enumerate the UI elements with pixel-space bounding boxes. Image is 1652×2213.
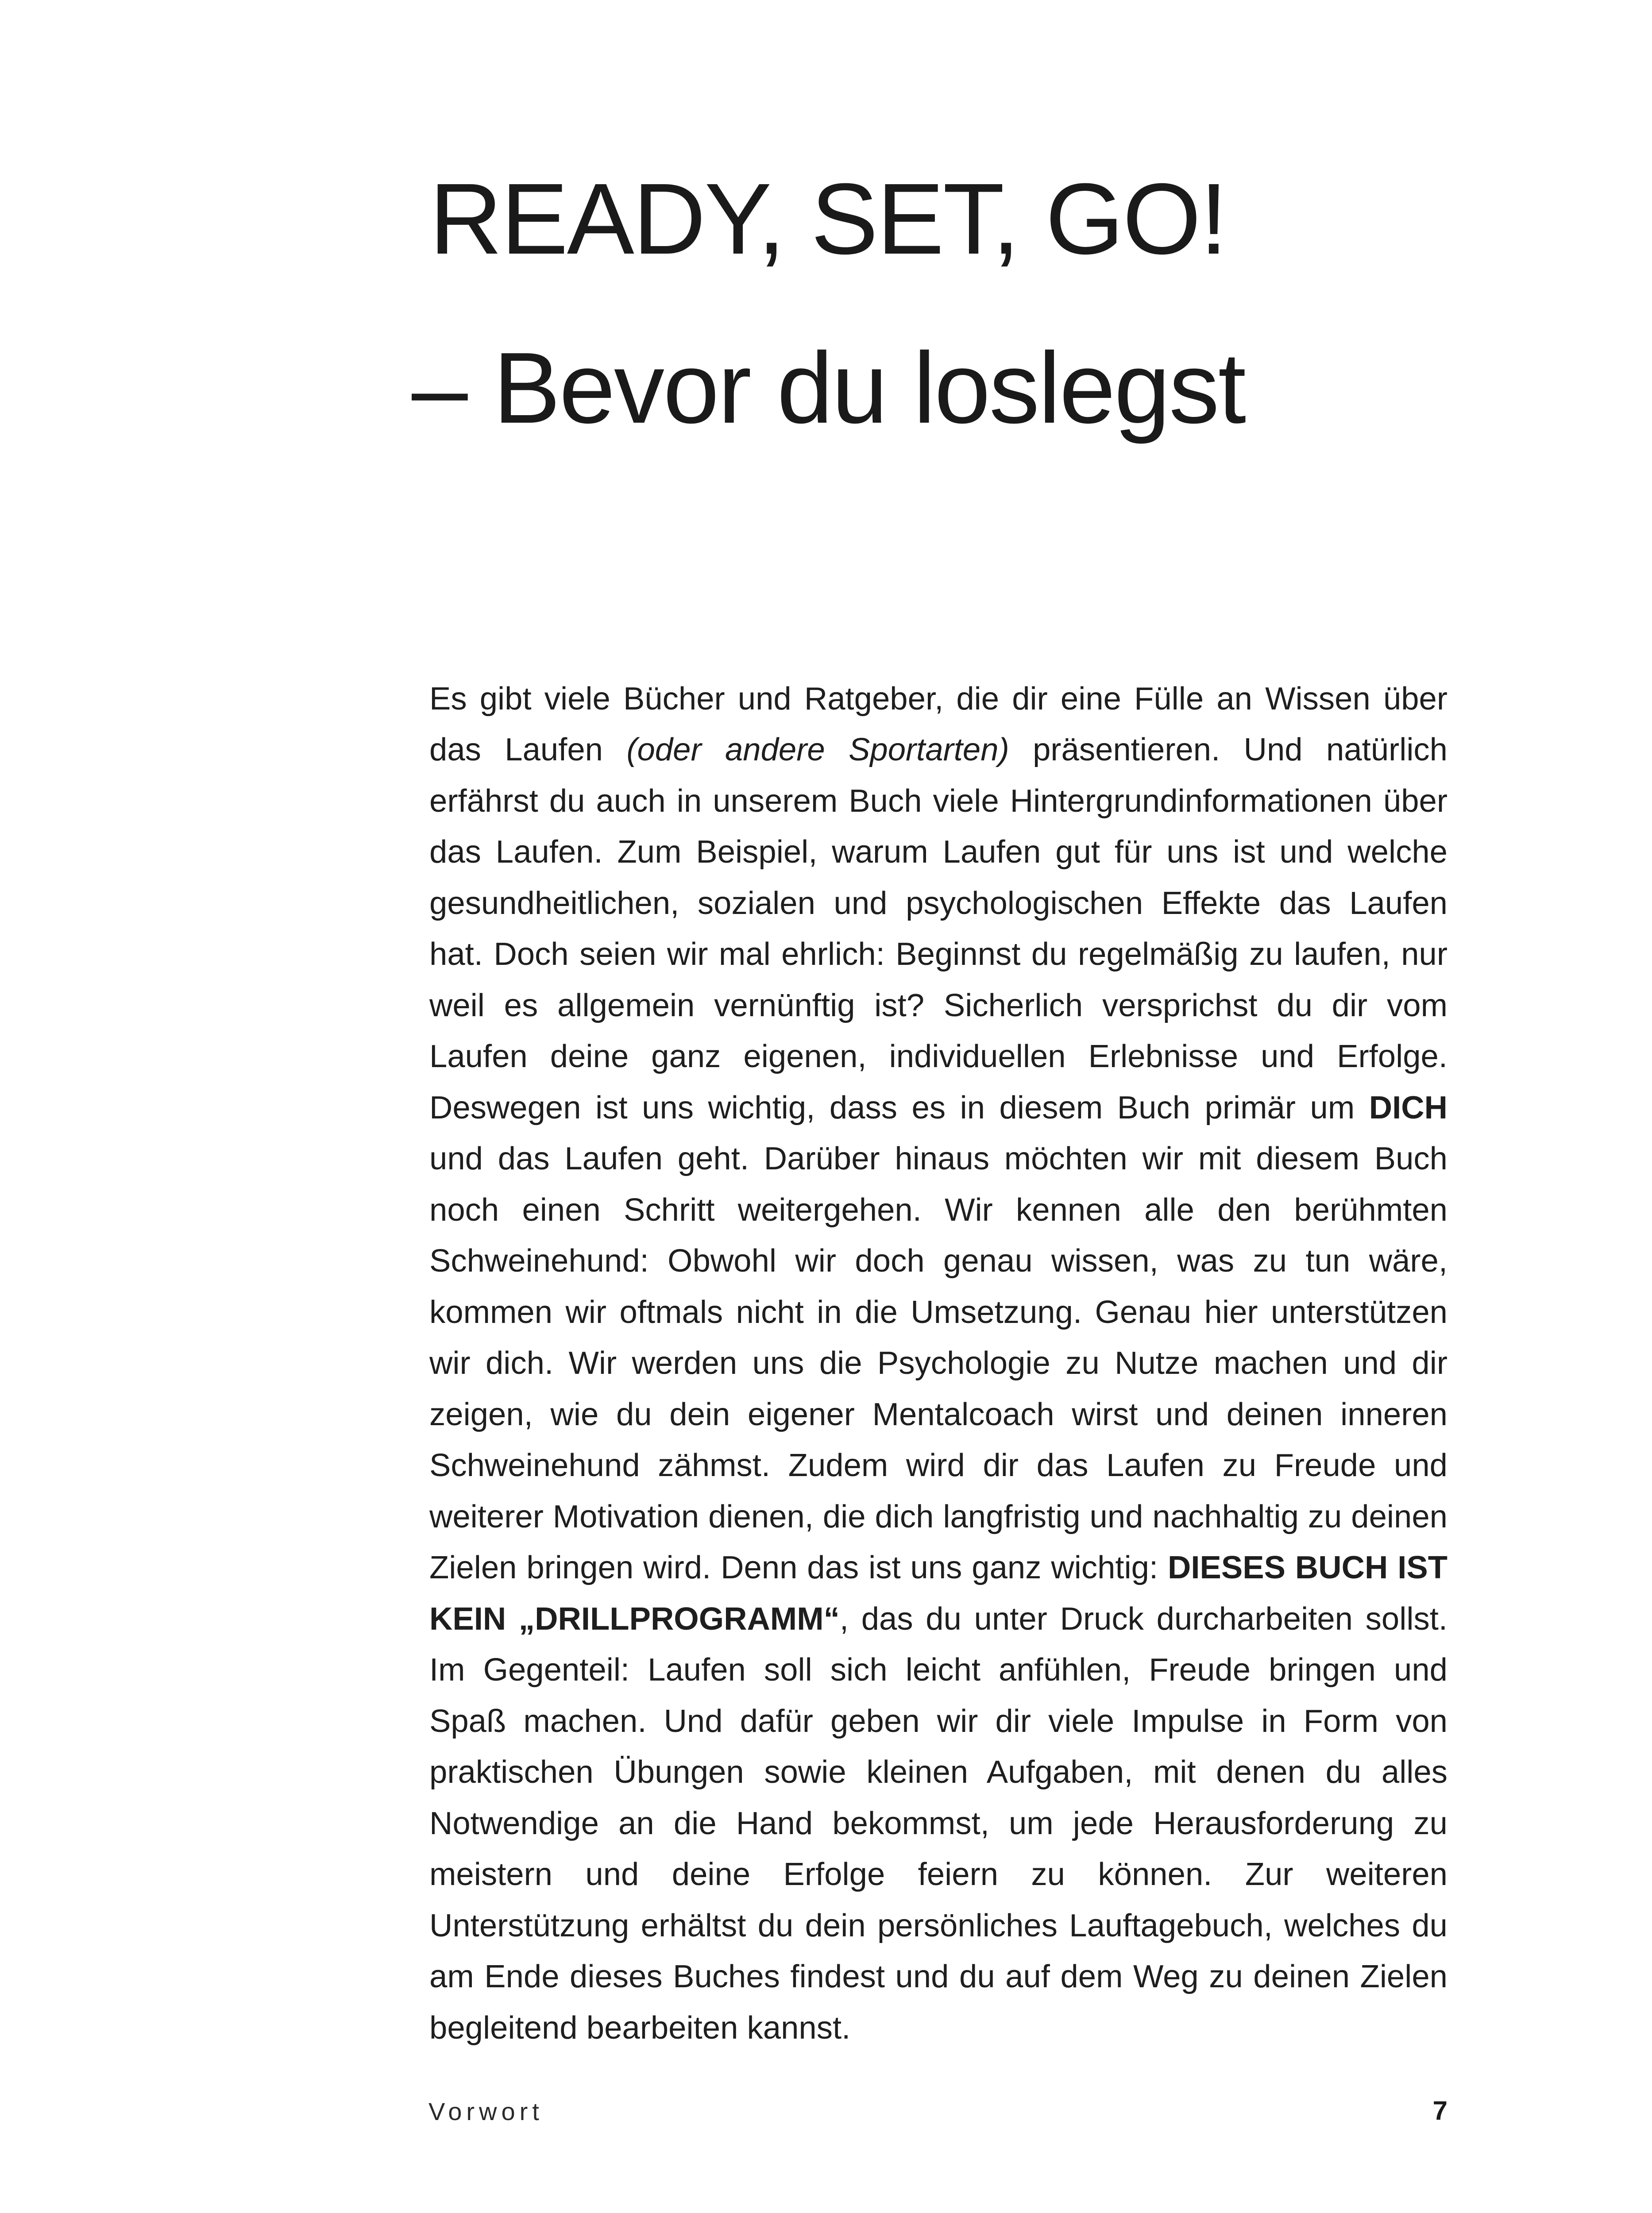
body-text-run: Es gibt viele Bücher und Ratgeber, die dir eine Fülle an Wissen über das Laufen	[429, 680, 1447, 767]
body-text-italic: (oder andere Sportarten)	[626, 732, 1009, 767]
body-text-emphasis-drillprogramm: DIESES BUCH IST KEIN „DRILLPROGRAMM“	[429, 1550, 1447, 1637]
body-paragraph	[429, 673, 1447, 2054]
body-text-emphasis-dich: DICH	[1369, 1089, 1447, 1126]
body-text-run: präsentieren. Und natürlich erfährst du auch in unserem Buch viele Hintergrundinformationen über das Laufen. Zum Beispiel, warum Laufen gut für uns ist und welche gesundheitlichen, sozialen und psychologischen Effekte das Laufen hat. Doch seien wir mal ehrlich: Beginnst du regelmäßig zu laufen, nur weil es allgemein vernünftig ist? Sicherlich versprichst du dir vom Laufen deine ganz eigenen, individuellen Erlebnisse und Erfolge. Deswegen ist uns wichtig, dass es in diesem Buch primär um	[429, 732, 1447, 1126]
chapter-title-line-1: READY, SET, GO!	[429, 163, 1227, 276]
chapter-title	[412, 163, 1474, 445]
body-text-run: und das Laufen geht. Darüber hinaus möchten wir mit diesem Buch noch einen Schritt weitergehen. Wir kennen alle den berühmten Schweinehund: Obwohl wir doch genau wissen, was zu tun wäre, kommen wir oftmals nicht in die Umsetzung. Genau hier unterstützen wir dich. Wir werden uns die Psychologie zu Nutze machen und dir zeigen, wie du dein eigener Mentalcoach wirst und deinen inneren Schweinehund zähmst. Zudem wird dir das Laufen zu Freude und weiterer Motivation dienen, die dich langfristig und nachhaltig zu deinen Zielen bringen wird. Denn das ist uns ganz wichtig:	[429, 1141, 1447, 1585]
body-text-run: , das du unter Druck durcharbeiten sollst. Im Gegenteil: Laufen soll sich leicht anfühlen, Freude bringen und Spaß machen. Und dafür geben wir dir viele Impulse in Form von praktischen Übungen sowie kleinen Aufgaben, mit denen du alles Notwendige an die Hand bekommst, um jede Herausforderung zu meistern und deine Erfolge feiern zu können. Zur weiteren Unterstützung erhältst du dein persönliches Lauftagebuch, welches du am Ende dieses Buches findest und du auf dem Weg zu deinen Zielen begleitend bearbeiten kannst.	[429, 1600, 1448, 2046]
footer-section-label: Vorwort	[428, 2097, 544, 2125]
chapter-title-line-2: – Bevor du loslegst	[412, 332, 1245, 445]
page-number: 7	[1432, 2096, 1447, 2125]
